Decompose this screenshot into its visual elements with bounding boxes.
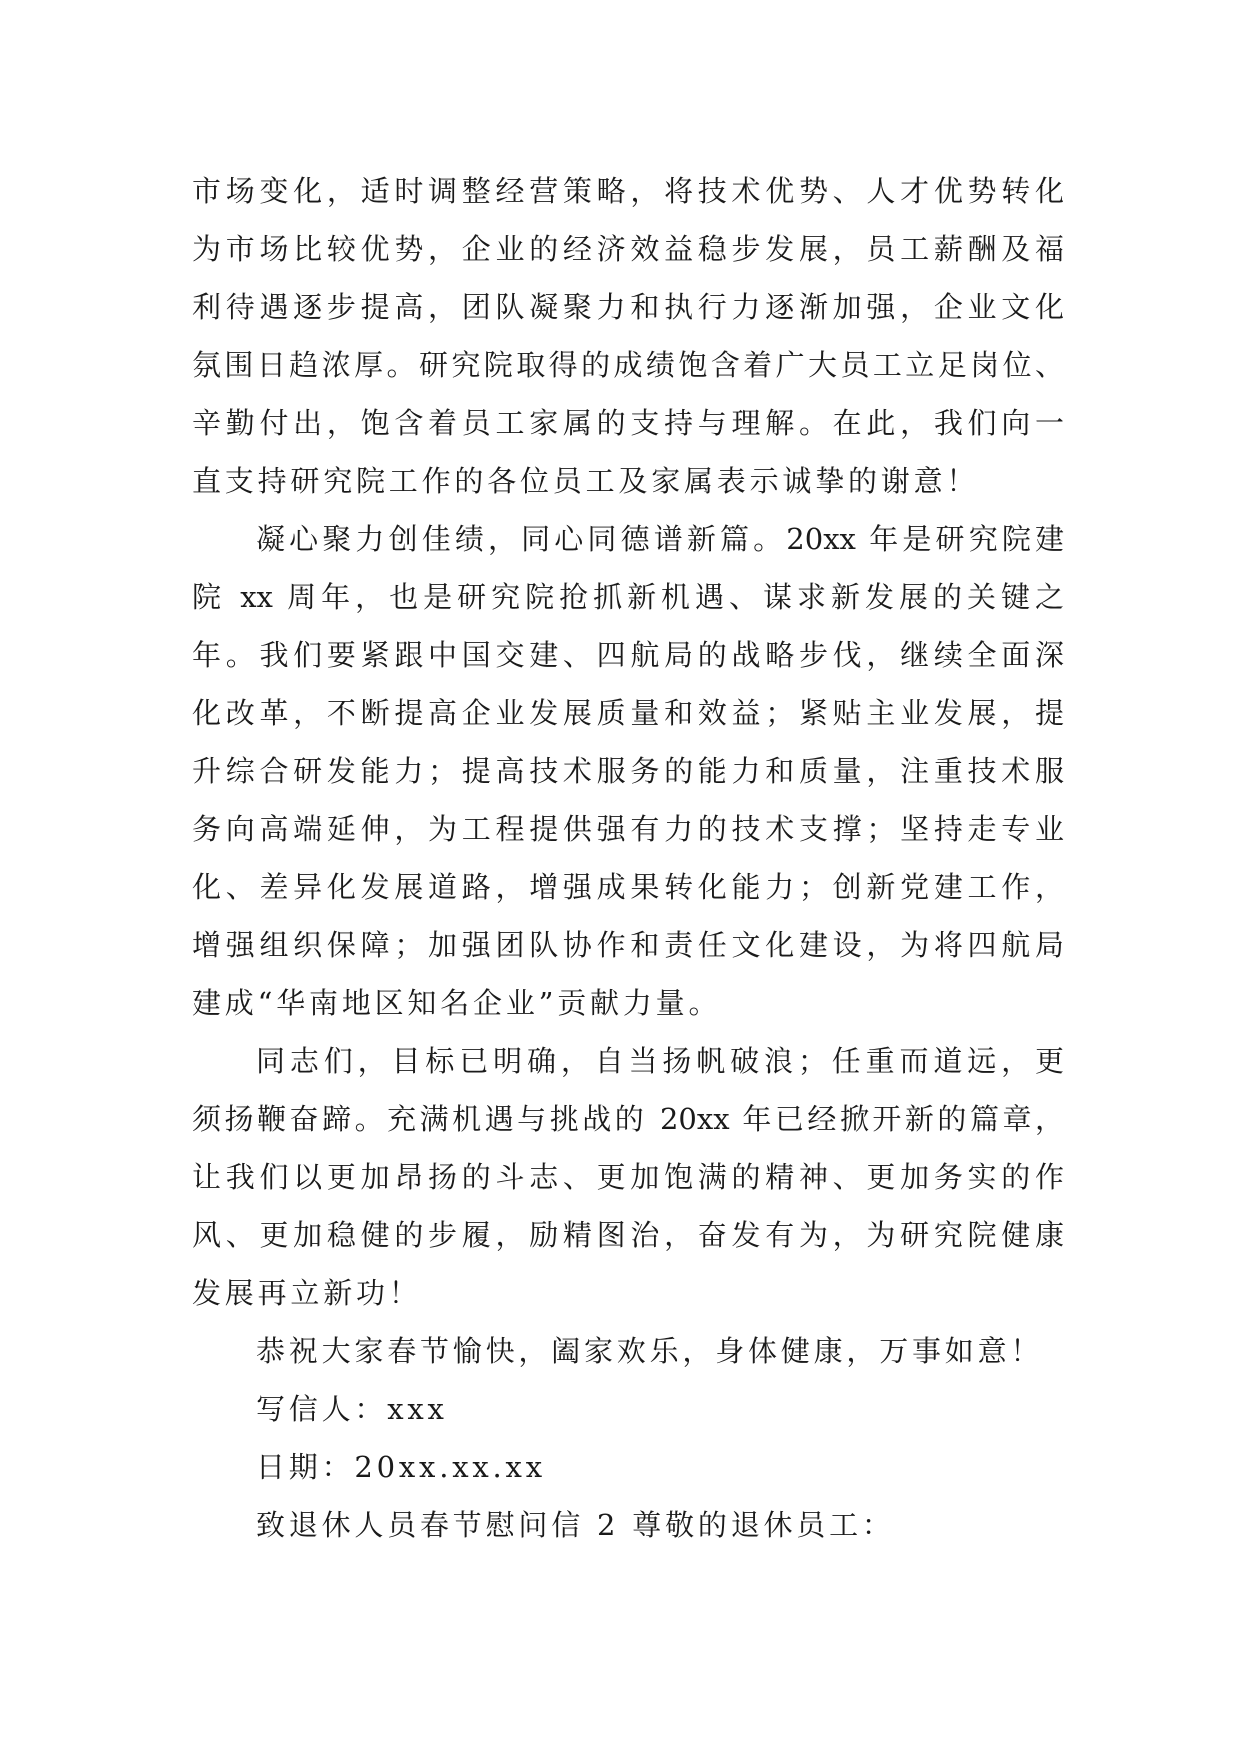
paragraph-line: 化、差异化发展道路，增强成果转化能力；创新党建工作，	[192, 870, 1064, 904]
paragraph-line: 须扬鞭奋蹄。充满机遇与挑战的 20xx 年已经掀开新的篇章，	[192, 1102, 1064, 1136]
paragraph-line: 务向高端延伸，为工程提供强有力的技术支撑；坚持走专业	[192, 812, 1064, 846]
paragraph-line: 为市场比较优势，企业的经济效益稳步发展，员工薪酬及福	[192, 232, 1064, 266]
next-letter-title: 致退休人员春节慰问信 2 尊敬的退休员工：	[256, 1508, 895, 1542]
paragraph-line: 让我们以更加昂扬的斗志、更加饱满的精神、更加务实的作	[192, 1160, 1064, 1194]
paragraph-2	[192, 510, 1064, 1032]
paragraph-line: 化改革，不断提高企业发展质量和效益；紧贴主业发展，提	[192, 696, 1064, 730]
writer-line: 写信人：xxx	[256, 1392, 448, 1426]
date-line: 日期：20xx.xx.xx	[256, 1450, 546, 1484]
paragraph-3	[192, 1032, 1064, 1322]
paragraph-line: 凝心聚力创佳绩，同心同德谱新篇。20xx 年是研究院建	[256, 522, 1064, 556]
paragraph-line: 建成“华南地区知名企业”贡献力量。	[192, 986, 722, 1020]
paragraph-1	[192, 162, 1064, 510]
letter-body	[192, 162, 1064, 1554]
paragraph-line: 直支持研究院工作的各位员工及家属表示诚挚的谢意！	[192, 464, 980, 498]
paragraph-line: 院 xx 周年，也是研究院抢抓新机遇、谋求新发展的关键之	[192, 580, 1064, 614]
paragraph-line: 辛勤付出，饱含着员工家属的支持与理解。在此，我们向一	[192, 406, 1064, 440]
paragraph-line: 市场变化，适时调整经营策略，将技术优势、人才优势转化	[192, 174, 1064, 208]
paragraph-line: 氛围日趋浓厚。研究院取得的成绩饱含着广大员工立足岗位、	[192, 348, 1064, 382]
paragraph-line: 风、更加稳健的步履，励精图治，奋发有为，为研究院健康	[192, 1218, 1064, 1252]
paragraph-line: 年。我们要紧跟中国交建、四航局的战略步伐，继续全面深	[192, 638, 1064, 672]
paragraph-line: 增强组织保障；加强团队协作和责任文化建设，为将四航局	[192, 928, 1064, 962]
paragraph-line: 发展再立新功！	[192, 1276, 422, 1310]
paragraph-line: 利待遇逐步提高，团队凝聚力和执行力逐渐加强，企业文化	[192, 290, 1064, 324]
paragraph-line: 同志们，目标已明确，自当扬帆破浪；任重而道远，更	[256, 1044, 1064, 1078]
paragraph-line: 升综合研发能力；提高技术服务的能力和质量，注重技术服	[192, 754, 1064, 788]
closing-greeting: 恭祝大家春节愉快，阖家欢乐，身体健康，万事如意！	[256, 1334, 1044, 1368]
